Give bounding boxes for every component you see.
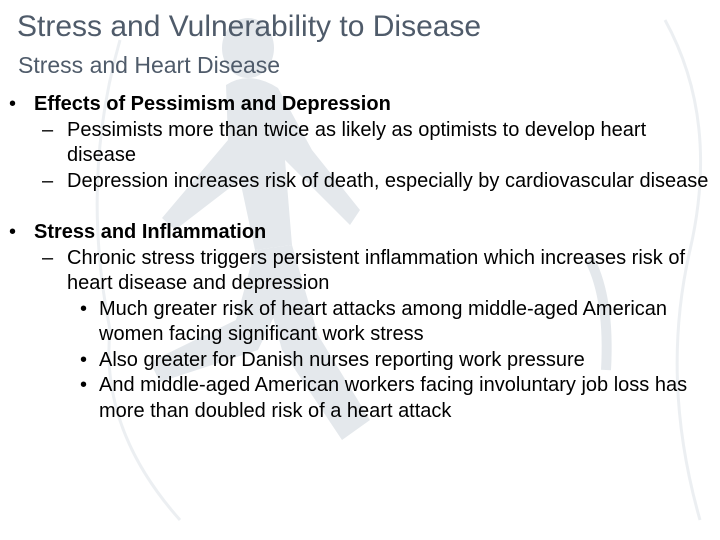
sub-list-item-text: Also greater for Danish nurses reporting work pressure [99, 348, 585, 371]
dash-marker: – [42, 118, 54, 141]
dash-marker: – [42, 246, 54, 269]
section-spacer [0, 194, 720, 220]
slide-subtitle: Stress and Heart Disease [18, 52, 281, 78]
list-item [0, 169, 720, 195]
list-item [0, 246, 720, 297]
sub-list-item-text: And middle-aged American workers facing involuntary job loss has more than doubled risk of a heart attack [99, 374, 688, 422]
dash-marker: – [42, 169, 54, 192]
section-pessimism-depression [0, 92, 720, 118]
slide-body [0, 92, 720, 424]
bullet-marker: • [80, 348, 88, 371]
slide-title: Stress and Vulnerability to Disease [17, 10, 482, 43]
bullet-marker: • [9, 221, 17, 243]
sub-list-item [0, 373, 705, 424]
list-item-text: Pessimists more than twice as likely as optimists to develop heart disease [67, 118, 647, 166]
list-item-text: Depression increases risk of death, especially by cardiovascular disease [67, 169, 709, 192]
list-item-text: Chronic stress triggers persistent inflammation which increases risk of heart disease and depression [67, 246, 685, 294]
sub-list-item [0, 297, 705, 348]
list-item [0, 118, 720, 169]
bullet-marker: • [80, 374, 88, 396]
section-heading: Effects of Pessimism and Depression [34, 93, 391, 115]
section-stress-inflammation [0, 220, 720, 246]
bullet-marker: • [9, 93, 17, 115]
sub-list-item [0, 348, 705, 374]
bullet-marker: • [80, 297, 88, 320]
section-heading: Stress and Inflammation [34, 221, 267, 243]
sub-list-item-text: Much greater risk of heart attacks among middle-aged American women facing significant work stress [99, 297, 668, 345]
